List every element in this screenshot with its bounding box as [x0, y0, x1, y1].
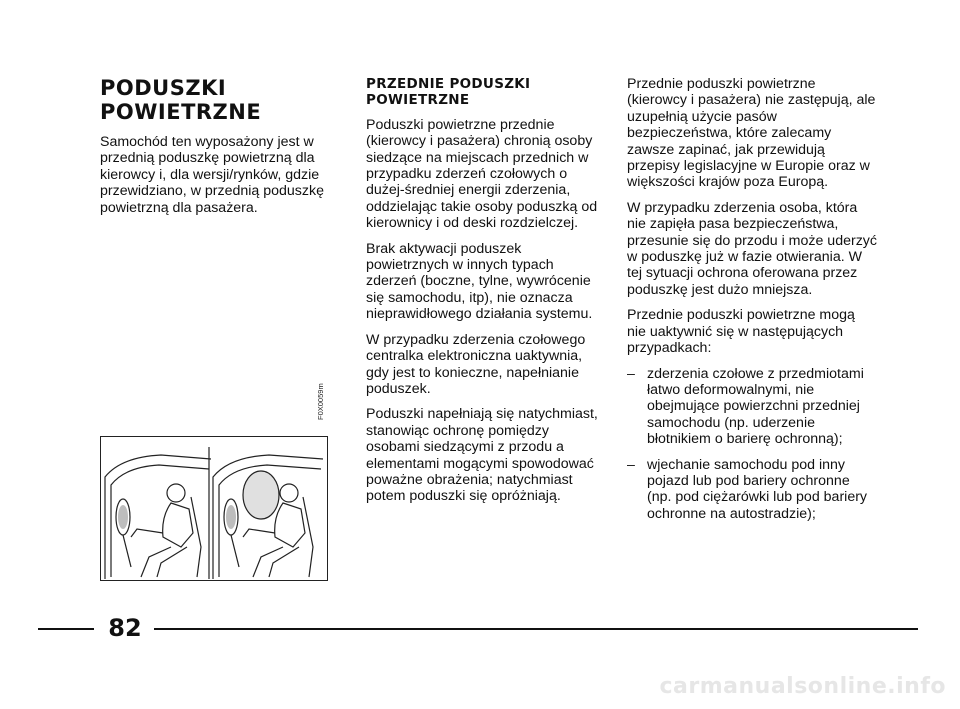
driver-head-right [280, 484, 298, 502]
airbag-illustration [100, 436, 328, 581]
driver-head-left [167, 484, 185, 502]
column-middle [366, 76, 598, 514]
paragraph: Poduszki napełniają się natychmiast, stanowiąc ochronę pomiędzy osobami siedzącymi z przodu a elementami mogącymi spowodować poważne obrażenia; natychmiast potem poduszki się opróżniają. [366, 406, 598, 505]
paragraph: Poduszki powietrzne przednie (kierowcy i pasażera) chronią osoby siedzące na miejscach przednich w przypadku zderzeń czołowych o dużej-średniej energii zderzenia, oddzielając takie osoby poduszką od kierownicy i od deski rozdzielczej. [366, 116, 598, 232]
list-item-text: zderzenia czołowe z przedmiotami łatwo deformowalnymi, nie obejmujące powierzchni przedniej samochodu (np. uderzenie błotnikiem o barierę ochronną); [647, 365, 864, 448]
column-left [100, 76, 328, 225]
intro-paragraph: Samochód ten wyposażony jest w przednią poduszkę powietrzną dla kierowcy i, dla wersji/rynków, gdzie przewidziano, w przednią poduszkę powietrzną dla pasażera. [100, 134, 324, 216]
steering-hub-right [226, 505, 236, 529]
paragraph: W przypadku zderzenia czołowego centralka elektroniczna uaktywnia, gdy jest to konieczne, napełnianie poduszek. [366, 331, 586, 397]
footer-rule-left [38, 628, 94, 630]
section-title-line2: POWIETRZNE [366, 92, 470, 109]
dash-bullet: – [627, 456, 635, 473]
footer-rule-right [154, 628, 918, 630]
column-right [627, 76, 877, 531]
dash-bullet: – [627, 365, 635, 382]
airbag-illustration-svg [101, 437, 327, 580]
watermark: carmanualsonline.info [659, 674, 946, 699]
page-title [100, 76, 328, 124]
list-item-text: wjechanie samochodu pod inny pojazd lub pod bariery ochronne (np. pod ciężarówki lub pod bariery ochronne na autostradzie); [647, 456, 868, 522]
page-title-line2: POWIETRZNE [100, 100, 262, 124]
paragraph: Przednie poduszki powietrzne (kierowcy i pasażera) nie zastępują, ale uzupełnią użycie pasów bezpieczeństwa, które zalecamy zawsze zapinać, jak przewidują przepisy legislacyjne w Europie oraz w większości krajów poza Europą. [627, 76, 876, 191]
section-title-line1: PRZEDNIE PODUSZKI [366, 76, 531, 92]
page-number: 82 [108, 614, 142, 642]
steering-hub-left [118, 505, 128, 529]
paragraph: Brak aktywacji poduszek powietrznych w innych typach zderzeń (boczne, tylne, wywrócenie się samochodu, itp), nie oznacza nieprawidłowego działania systemu. [366, 240, 593, 323]
list-item [627, 366, 877, 448]
inflated-airbag [243, 471, 279, 519]
section-title [366, 76, 598, 109]
paragraph: W przypadku zderzenia osoba, która nie zapięła pasa bezpieczeństwa, przesunie się do przodu i może uderzyć w poduszkę już w fazie otwierania. W tej sytuacji ochrona oferowana przez poduszkę jest dużo mniejsza. [627, 199, 877, 298]
paragraph: Przednie poduszki powietrzne mogą nie uaktywnić się w następujących przypadkach: [627, 307, 855, 357]
figure-code: F0X0059m [316, 383, 325, 420]
list-item [627, 457, 877, 523]
page-title-line1: PODUSZKI [100, 76, 227, 100]
